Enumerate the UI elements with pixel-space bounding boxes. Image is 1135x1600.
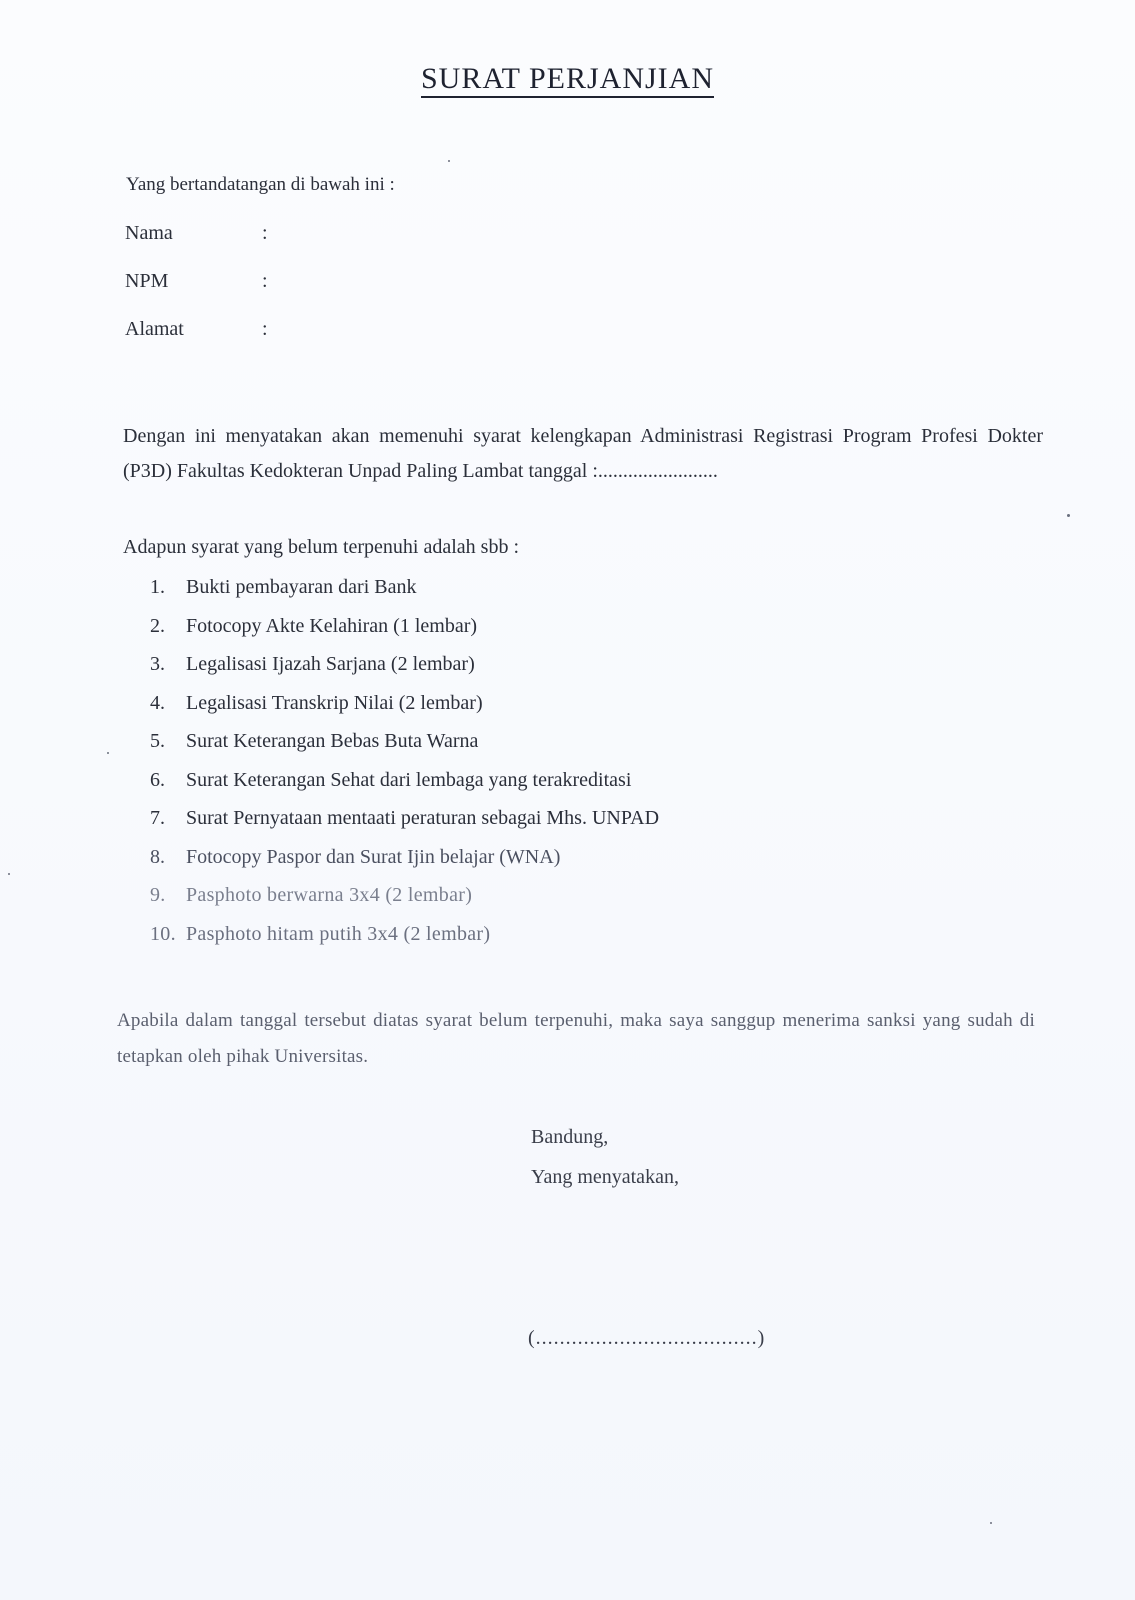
list-item-number: 6. (150, 768, 165, 791)
list-item (150, 649, 659, 688)
field-label: NPM (125, 270, 169, 292)
field-colon: : (262, 318, 268, 340)
scan-speck (990, 1522, 992, 1524)
list-item (150, 919, 659, 958)
sanction-paragraph: Apabila dalam tanggal tersebut diatas syarat belum terpenuhi, maka saya sanggup menerima sanksi yang sudah di tetapkan oleh pihak Universitas. (117, 1010, 1035, 1067)
field-label: Nama (125, 222, 173, 244)
list-item (150, 803, 659, 842)
list-item-number: 5. (150, 730, 165, 752)
document-title (0, 62, 1135, 96)
list-item-text: Surat Keterangan Bebas Buta Warna (186, 730, 479, 752)
list-item-number: 2. (150, 614, 165, 637)
field-npm (125, 270, 268, 293)
list-item-number: 8. (150, 845, 165, 868)
scan-speck (107, 752, 109, 754)
requirements-intro: Adapun syarat yang belum terpenuhi adalah sbb : (123, 536, 519, 558)
list-item (150, 880, 659, 919)
requirements-list (150, 572, 659, 957)
list-item-text: Fotocopy Paspor dan Surat Ijin belajar (WNA) (186, 845, 561, 868)
document-title-text: SURAT PERJANJIAN (421, 62, 714, 98)
list-item-text: Surat Pernyataan mentaati peraturan sebagai Mhs. UNPAD (186, 807, 660, 829)
scan-speck (1067, 514, 1070, 517)
signature-name-line: (.....................................) (528, 1327, 766, 1349)
list-item-number: 1. (150, 576, 165, 598)
signature-city: Bandung, (531, 1126, 609, 1148)
list-item-text: Pasphoto berwarna 3x4 (2 lembar) (186, 884, 473, 906)
list-item-number: 10. (150, 922, 176, 945)
list-item-text: Legalisasi Ijazah Sarjana (2 lembar) (186, 653, 475, 675)
statement-paragraph: Dengan ini menyatakan akan memenuhi syarat kelengkapan Administrasi Registrasi Program Profesi Dokter (P3D) Fakultas Kedokteran Unpad Paling Lambat tanggal :........................ (123, 425, 1043, 482)
list-item-text: Bukti pembayaran dari Bank (186, 576, 417, 598)
signature-stated: Yang menyatakan, (531, 1166, 679, 1188)
scan-speck (448, 160, 450, 162)
list-item (150, 842, 659, 881)
list-item-number: 3. (150, 653, 165, 675)
list-item-text: Legalisasi Transkrip Nilai (2 lembar) (186, 691, 483, 714)
list-item-text: Fotocopy Akte Kelahiran (1 lembar) (186, 614, 478, 637)
list-item-text: Surat Keterangan Sehat dari lembaga yang terakreditasi (186, 768, 632, 791)
list-item (150, 572, 659, 611)
list-item-text: Pasphoto hitam putih 3x4 (2 lembar) (186, 922, 491, 945)
list-item-number: 7. (150, 807, 165, 829)
field-label: Alamat (125, 318, 184, 340)
intro-line: Yang bertandatangan di bawah ini : (126, 174, 395, 195)
field-nama (125, 222, 268, 245)
field-colon: : (262, 270, 268, 292)
list-item (150, 726, 659, 765)
scan-speck (8, 873, 10, 875)
list-item (150, 611, 659, 650)
list-item-number: 9. (150, 884, 166, 906)
list-item (150, 688, 659, 727)
field-colon: : (262, 222, 268, 244)
list-item-number: 4. (150, 691, 165, 714)
list-item (150, 765, 659, 804)
field-alamat (125, 318, 268, 341)
